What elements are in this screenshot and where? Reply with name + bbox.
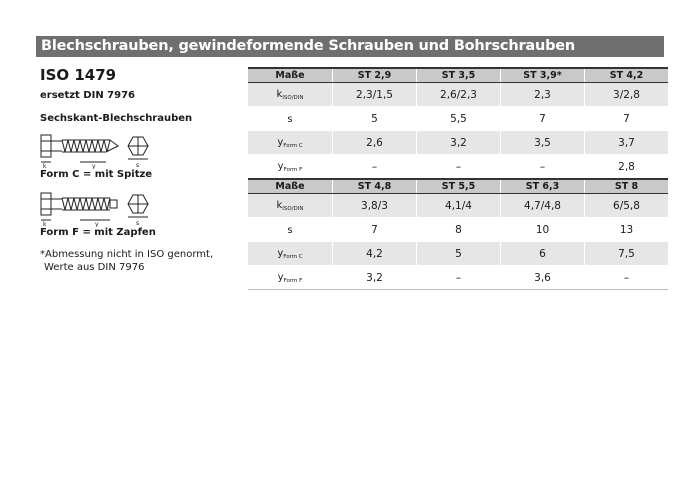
value-cell: 3,2 — [333, 266, 417, 290]
table-row — [248, 242, 668, 266]
replaces-note: ersetzt DIN 7976 — [40, 90, 136, 101]
column-header-size: ST 4,8 — [333, 179, 417, 194]
param-cell — [248, 83, 333, 107]
dim-k-label: k — [43, 221, 47, 227]
value-cell: 7 — [501, 107, 585, 131]
table-row — [248, 131, 668, 155]
value-cell: 5 — [333, 107, 417, 131]
left-panel — [40, 66, 240, 274]
footnote — [40, 248, 240, 274]
param-symbol: s — [287, 224, 293, 236]
screw-form-f-icon — [40, 187, 240, 227]
value-cell: – — [417, 266, 501, 290]
value-cell: 5,5 — [417, 107, 501, 131]
value-cell: 8 — [417, 218, 501, 242]
param-cell — [248, 242, 333, 266]
param-symbol: k — [276, 200, 283, 211]
form-c-label: Form C = mit Spitze — [40, 169, 153, 180]
value-cell: 4,1/4 — [417, 194, 501, 218]
dimension-table-1 — [248, 67, 668, 179]
screw-form-c-icon — [40, 129, 240, 169]
param-subscript: Form C — [283, 143, 303, 149]
page-title: Blechschrauben, gewindeformende Schrauben und Bohrschrauben — [36, 36, 664, 57]
value-cell: 3,7 — [585, 131, 669, 155]
dim-s-label: s — [136, 162, 140, 169]
param-symbol: y — [277, 161, 284, 172]
value-cell: 13 — [585, 218, 669, 242]
value-cell: 3,8/3 — [333, 194, 417, 218]
dim-y-label: y — [95, 221, 99, 227]
param-symbol: y — [277, 248, 284, 259]
value-cell: 6/5,8 — [585, 194, 669, 218]
dim-y-label: y — [92, 163, 96, 169]
column-header-size: ST 3,9* — [501, 68, 585, 83]
column-header-param: Maße — [248, 179, 333, 194]
value-cell: – — [417, 155, 501, 179]
table-row — [248, 194, 668, 218]
value-cell: 2,3 — [501, 83, 585, 107]
value-cell: 4,7/4,8 — [501, 194, 585, 218]
column-header-param: Maße — [248, 68, 333, 83]
value-cell: 2,6 — [333, 131, 417, 155]
section-label: Sechskant-Blechschrauben — [40, 113, 193, 124]
param-cell — [248, 194, 333, 218]
table-header-row — [248, 179, 668, 194]
param-subscript: ISO/DIN — [282, 95, 304, 101]
value-cell: 3/2,8 — [585, 83, 669, 107]
param-symbol: y — [277, 272, 284, 283]
param-subscript: Form C — [283, 254, 303, 260]
value-cell: 2,3/1,5 — [333, 83, 417, 107]
table-row — [248, 155, 668, 179]
param-subscript: Form F — [283, 278, 303, 284]
value-cell: 10 — [501, 218, 585, 242]
value-cell: 5 — [417, 242, 501, 266]
value-cell: 3,6 — [501, 266, 585, 290]
table-header-row — [248, 68, 668, 83]
param-cell — [248, 131, 333, 155]
param-cell — [248, 155, 333, 179]
param-cell — [248, 218, 333, 242]
column-header-size: ST 8 — [585, 179, 669, 194]
screw-drawing-form-f — [40, 187, 240, 227]
footnote-line-1: *Abmessung nicht in ISO genormt, — [40, 249, 214, 260]
value-cell: – — [501, 155, 585, 179]
value-cell: 6 — [501, 242, 585, 266]
value-cell: 4,2 — [333, 242, 417, 266]
table-row — [248, 83, 668, 107]
form-f-label: Form F = mit Zapfen — [40, 227, 156, 238]
value-cell: 2,8 — [585, 155, 669, 179]
param-cell — [248, 107, 333, 131]
dim-s-label: s — [136, 220, 140, 227]
value-cell: 7 — [333, 218, 417, 242]
column-header-size: ST 2,9 — [333, 68, 417, 83]
param-subscript: ISO/DIN — [282, 206, 304, 212]
dim-k-label: k — [43, 163, 47, 169]
value-cell: 3,2 — [417, 131, 501, 155]
param-symbol: s — [287, 113, 293, 125]
table-row — [248, 107, 668, 131]
footnote-line-2: Werte aus DIN 7976 — [44, 262, 145, 273]
standard-title: ISO 1479 — [40, 66, 117, 84]
table-row — [248, 266, 668, 290]
column-header-size: ST 3,5 — [417, 68, 501, 83]
column-header-size: ST 6,3 — [501, 179, 585, 194]
param-symbol: y — [277, 137, 284, 148]
value-cell: – — [333, 155, 417, 179]
table-row — [248, 218, 668, 242]
value-cell: – — [585, 266, 669, 290]
column-header-size: ST 5,5 — [417, 179, 501, 194]
dimension-table-2 — [248, 178, 668, 290]
param-subscript: Form F — [283, 167, 303, 173]
screw-drawing-form-c — [40, 129, 240, 169]
value-cell: 7,5 — [585, 242, 669, 266]
value-cell: 7 — [585, 107, 669, 131]
value-cell: 2,6/2,3 — [417, 83, 501, 107]
column-header-size: ST 4,2 — [585, 68, 669, 83]
value-cell: 3,5 — [501, 131, 585, 155]
param-symbol: k — [276, 89, 283, 100]
param-cell — [248, 266, 333, 290]
